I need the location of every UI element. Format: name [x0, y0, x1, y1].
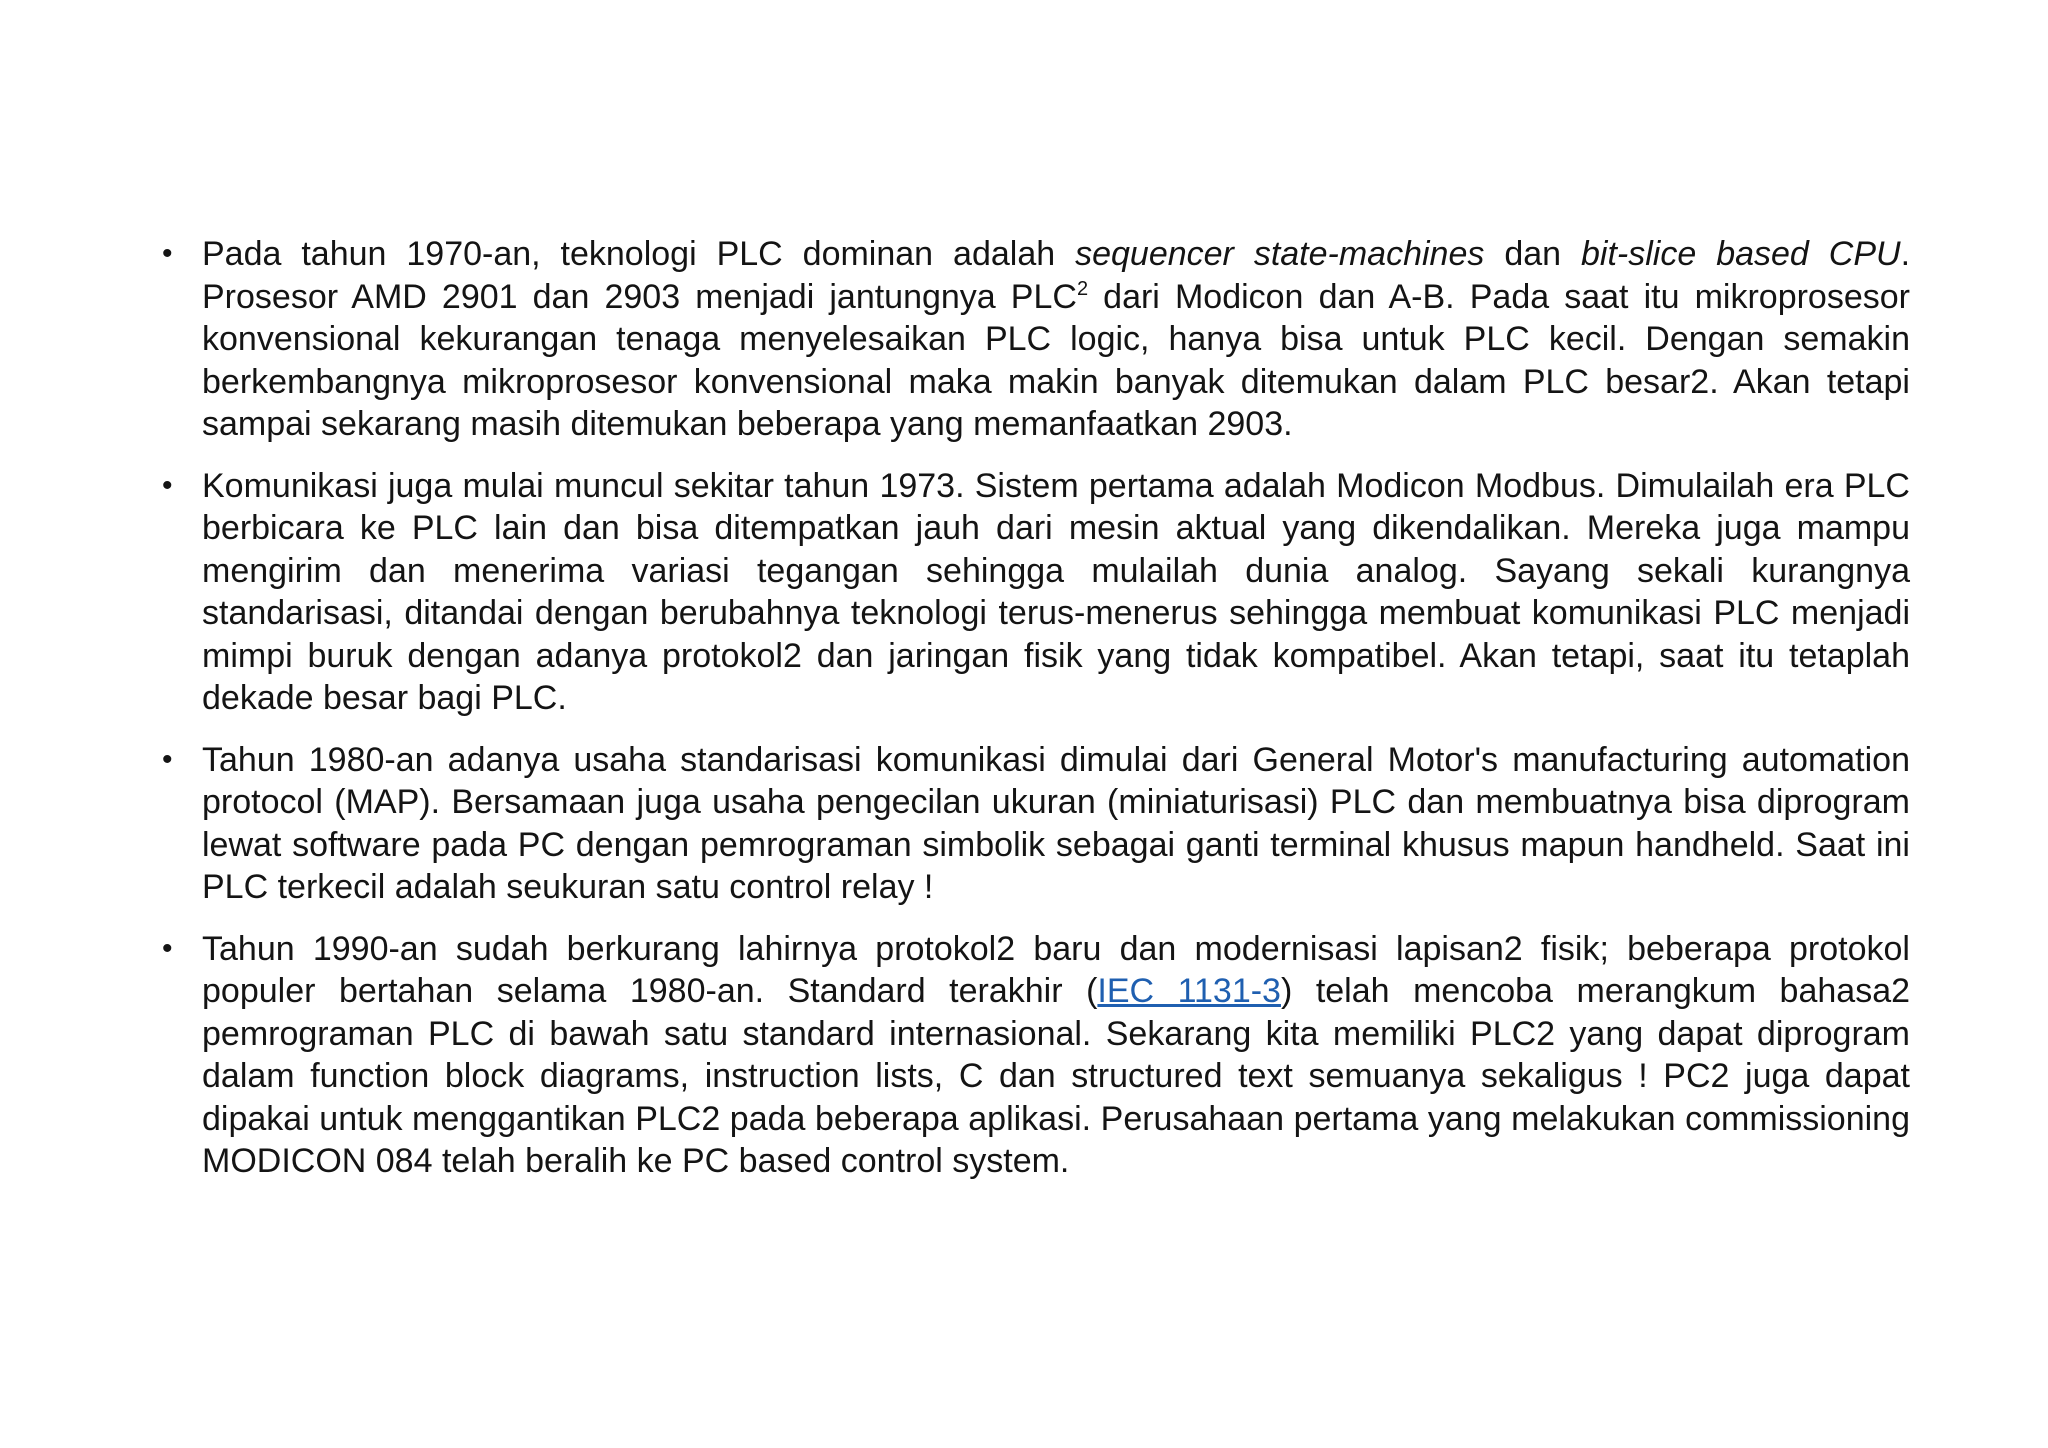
- iec-standard-link[interactable]: IEC 1131-3: [1097, 972, 1281, 1010]
- bullet-item-1990s: [160, 928, 1910, 1183]
- bullet-item-1980s: [160, 739, 1910, 909]
- text-run: ) telah mencoba merangkum bahasa2 pemrograman PLC di bawah satu standard internasional. Sekarang kita memiliki PLC2 yang dapat diprogram dalam function block diagrams, instruction lists, C dan structured text semuanya sekaligus ! PC2 juga dapat dipakai untuk menggantikan PLC2 pada beberapa aplikasi. Perusahaan pertama yang melakukan commissioning MODICON 084 telah beralih ke PC based control system.: [202, 972, 1911, 1180]
- text-run: Tahun 1990-an sudah berkurang lahirnya protokol2 baru dan modernisasi lapisan2 fisik; beberapa protokol populer bertahan selama 1980-an. Standard terakhir (: [202, 929, 1910, 1010]
- italic-term: bit-slice based CPU: [1581, 235, 1901, 273]
- bullet-item-communication: [160, 465, 1910, 720]
- bullet-icon: •: [162, 931, 173, 965]
- bullet-icon: •: [162, 237, 173, 270]
- paragraph-1990s: [202, 930, 1910, 1181]
- bullet-icon: •: [162, 742, 173, 776]
- text-run: Pada tahun 1970-an, teknologi PLC dominan adalah: [202, 235, 1076, 273]
- text-run: . Prosesor AMD 2901 dan 2903 menjadi jantungnya PLC: [202, 235, 1911, 316]
- paragraph-communication: Komunikasi juga mulai muncul sekitar tahun 1973. Sistem pertama adalah Modicon Modbus. Dimulailah era PLC berbicara ke PLC lain dan bisa ditempatkan jauh dari mesin aktual yang dikendalikan. Mereka juga mampu mengirim dan menerima variasi tegangan sehingga mulailah dunia analog. Sayang sekali kurangnya standarisasi, ditandai dengan berubahnya teknologi terus-menerus sehingga membuat komunikasi PLC menjadi mimpi buruk dengan adanya protokol2 dan jaringan fisik yang tidak kompatibel. Akan tetapi, saat itu tetaplah dekade besar bagi PLC.: [202, 466, 1910, 717]
- paragraph-1980s: Tahun 1980-an adanya usaha standarisasi komunikasi dimulai dari General Motor's manufacturing automation protocol (MAP). Bersamaan juga usaha pengecilan ukuran (miniaturisasi) PLC dan membuatnya bisa diprogram lewat software pada PC dengan pemrograman simbolik sebagai ganti terminal khusus mapun handheld. Saat ini PLC terkecil adalah seukuran satu control relay !: [202, 740, 1910, 906]
- bullet-icon: •: [162, 468, 173, 502]
- bullet-list: [160, 233, 1910, 1183]
- italic-term: sequencer state-machines: [1075, 235, 1485, 273]
- text-run: dan: [1484, 235, 1581, 273]
- text-run: dari Modicon dan A-B. Pada saat itu mikroprosesor konvensional kekurangan tenaga menyelesaikan PLC logic, hanya bisa untuk PLC kecil. Dengan semakin berkembangnya mikroprosesor konvensional maka makin banyak ditemukan dalam PLC besar2. Akan tetapi sampai sekarang masih ditemukan beberapa yang memanfaatkan 2903.: [202, 277, 1910, 443]
- superscript: 2: [1076, 277, 1089, 300]
- bullet-item-1970s: [160, 233, 1910, 446]
- paragraph-1970s: [202, 235, 1910, 443]
- slide-body: [160, 233, 1910, 1183]
